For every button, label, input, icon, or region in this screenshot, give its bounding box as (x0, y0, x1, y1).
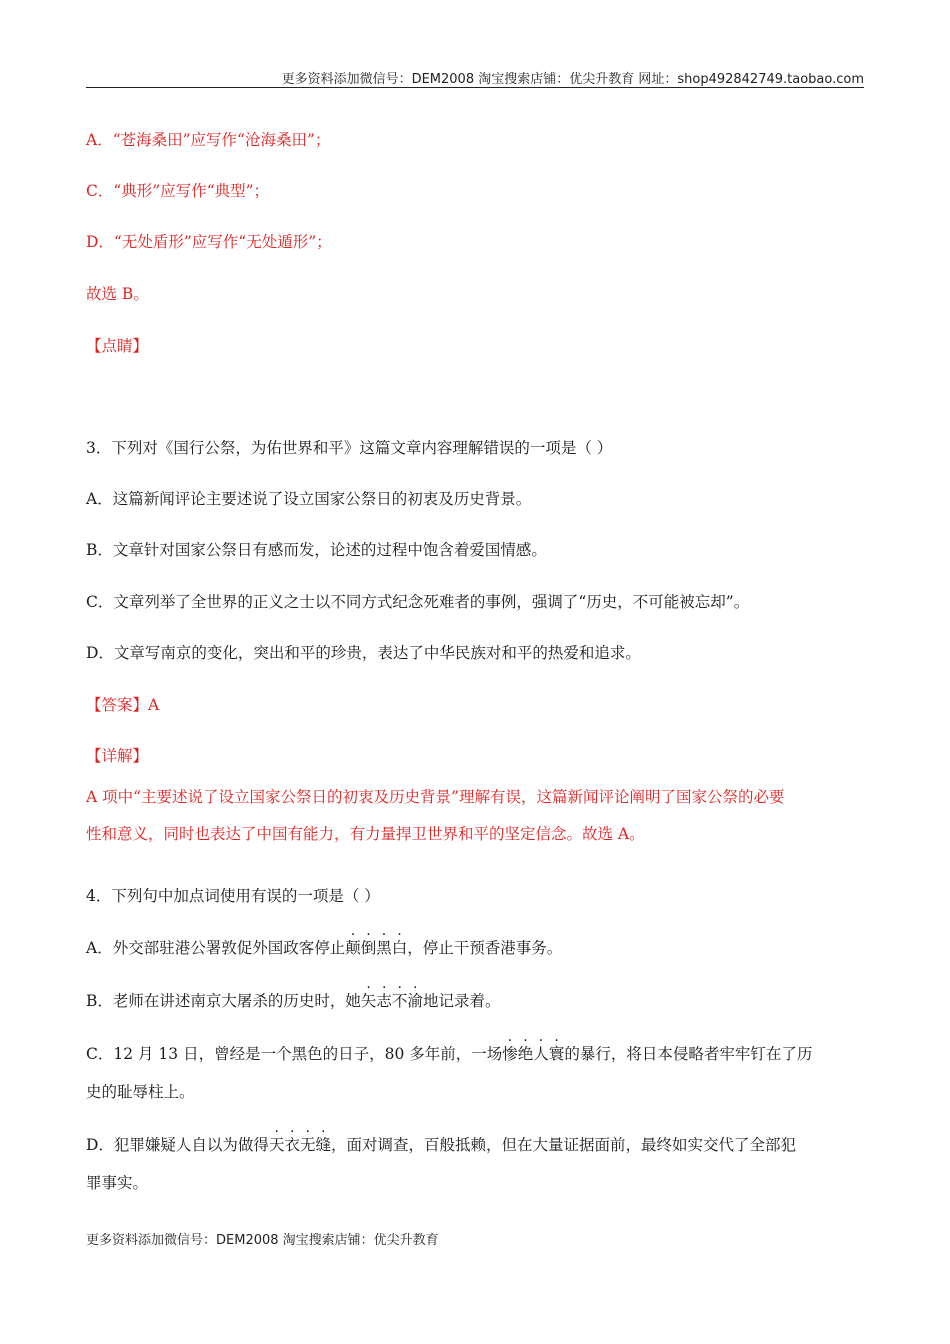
dotted-char: 白 (391, 939, 408, 957)
q3-explanation-line1: A 项中“主要述说了设立国家公祭日的初衷及历史背景”理解有误，这篇新闻评论阐明了国家公祭的必要 (86, 788, 785, 806)
q4-b-prefix: B．老师在讲述南京大屠杀的历史时，她 (86, 992, 361, 1010)
dotted-char: 矢 (360, 992, 377, 1010)
dotted-char: 无 (299, 1136, 316, 1154)
prev-option-d: D．“无处盾形”应写作“无处遁形”； (86, 233, 332, 251)
q4-option-c (86, 1044, 866, 1064)
prev-option-a: A．“苍海桑田”应写作“沧海桑田”； (86, 131, 331, 149)
q4-option-b (86, 991, 866, 1011)
page-footer: 更多资料添加微信号：DEM2008 淘宝搜索店铺：优尖升教育 (86, 1233, 439, 1248)
q3-explanation (86, 779, 864, 853)
q4-b-suffix: 地记录着。 (422, 992, 501, 1010)
q4-stem: 4．下列句中加点词使用有误的一项是（ ） (86, 887, 380, 905)
q3-option-c: C．文章列举了全世界的正义之士以不同方式纪念死难者的事例，强调了“历史，不可能被忘却”。 (86, 593, 750, 611)
prev-option-c: C．“典形”应写作“典型”； (86, 182, 270, 200)
dotted-char: 惨 (502, 1045, 518, 1063)
q4-option-d-line2: 罪事实。 (86, 1174, 149, 1192)
q4-c-suffix: 的暴行，将日本侵略者牢牢钉在了历 (564, 1045, 813, 1063)
dotted-char: 倒 (360, 939, 377, 957)
q4-d-prefix: D．犯罪嫌疑人自以为做得 (86, 1136, 269, 1154)
dotted-char: 不 (391, 992, 408, 1010)
q3-option-b: B．文章针对国家公祭日有感而发，论述的过程中饱含着爱国情感。 (86, 541, 547, 559)
q3-detail-label: 【详解】 (86, 747, 149, 765)
prev-conclusion: 故选 B。 (86, 285, 149, 303)
dotted-char: 寰 (548, 1045, 565, 1063)
dotted-char: 黑 (376, 939, 392, 957)
q4-c-prefix: C．12 月 13 日，曾经是一个黑色的日子，80 多年前，一场 (86, 1045, 503, 1063)
dotted-char: 绝 (517, 1045, 534, 1063)
q4-option-d (86, 1135, 866, 1155)
q4-d-suffix: ，面对调查，百般抵赖，但在大量证据面前，最终如实交代了全部犯 (331, 1136, 797, 1154)
header-divider (86, 87, 864, 88)
dotted-char: 志 (376, 992, 392, 1010)
dotted-char: 天 (268, 1136, 285, 1154)
dotted-char: 渝 (407, 992, 423, 1010)
q4-a-prefix: A．外交部驻港公署敦促外国政客停止 (86, 939, 346, 957)
q3-explanation-line2: 性和意义，同时也表达了中国有能力，有力量捍卫世界和平的坚定信念。故选 A。 (86, 825, 645, 843)
q3-stem: 3．下列对《国行公祭，为佑世界和平》这篇文章内容理解错误的一项是（ ） (86, 439, 613, 457)
q4-option-a (86, 938, 866, 958)
page-header: 更多资料添加微信号：DEM2008 淘宝搜索店铺：优尖升教育 网址：shop492842749.taobao.com (281, 72, 864, 87)
dotted-char: 人 (533, 1045, 549, 1063)
q3-answer: 【答案】A (86, 696, 160, 714)
q4-option-c-line2: 史的耻辱柱上。 (86, 1083, 195, 1101)
q4-a-suffix: ，停止干预香港事务。 (407, 939, 563, 957)
dotted-char: 衣 (284, 1136, 300, 1154)
dotted-char: 颠 (345, 939, 361, 957)
q3-option-a: A．这篇新闻评论主要述说了设立国家公祭日的初衷及历史背景。 (86, 490, 532, 508)
dotted-char: 缝 (315, 1136, 331, 1154)
dianjing-label: 【点睛】 (86, 337, 149, 355)
q3-option-d: D．文章写南京的变化，突出和平的珍贵，表达了中华民族对和平的热爱和追求。 (86, 644, 641, 662)
